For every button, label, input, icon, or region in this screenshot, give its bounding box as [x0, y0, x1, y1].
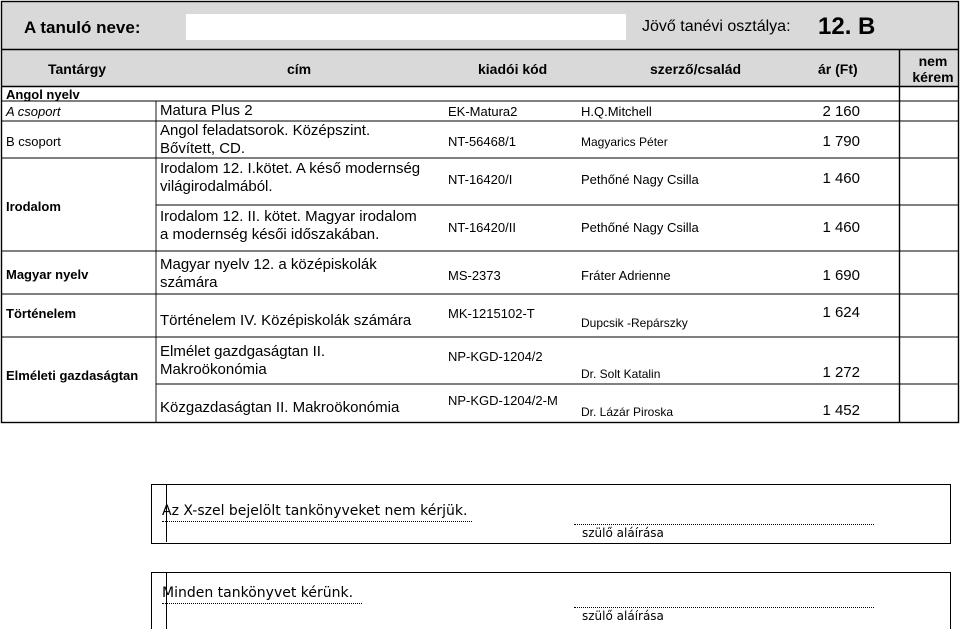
row-magyar-code: MS-2373 [448, 268, 501, 283]
col-subject: Tantárgy [48, 61, 107, 77]
col-price: ár (Ft) [818, 61, 858, 77]
row-gazdasag-book2-title: Közgazdaságtan II. Makroökonómia [160, 399, 400, 416]
row-gazdasag-book1-code: NP-KGD-1204/2 [448, 349, 543, 364]
col-publisher-code: kiadói kód [478, 61, 548, 77]
row-tortenelem-price: 1 624 [822, 304, 860, 321]
signature-line-1 [574, 524, 874, 525]
col-title: cím [287, 61, 312, 77]
row-gazdasag-subject: Elméleti gazdaságtan [6, 368, 139, 383]
row-a-csoport-author: H.Q.Mitchell [581, 104, 652, 119]
signature-label-1: szülő aláírása [582, 526, 664, 540]
row-a-csoport-subject: A csoport [6, 104, 61, 119]
row-irodalom-subject: Irodalom [6, 199, 61, 214]
row-gazdasag-book2-code: NP-KGD-1204/2-M [448, 393, 558, 408]
row-gazdasag-book1-author: Dr. Solt Katalin [581, 367, 661, 381]
row-b-csoport-code: NT-56468/1 [448, 134, 516, 149]
row-irodalom-book2-code: NT-16420/II [448, 220, 516, 235]
col-not-requested-1: nem [918, 53, 948, 69]
row-gazdasag-book1-title-1: Elmélet gazdgaságtan II. [160, 343, 326, 360]
row-magyar-subject: Magyar nyelv [6, 267, 89, 282]
note-x-marked-text: Az X-szel bejelölt tankönyveket nem kérjük. [162, 503, 468, 519]
row-b-csoport-subject: B csoport [6, 134, 61, 149]
row-irodalom-book1-code: NT-16420/I [448, 172, 513, 187]
row-b-csoport-price: 1 790 [822, 133, 860, 150]
student-name-label: A tanuló neve: [24, 18, 141, 37]
note-x-marked-underline [162, 521, 472, 522]
signature-field-1[interactable] [574, 504, 874, 522]
note-all-books-underline [162, 603, 362, 604]
section-angol-nyelv: Angol nyelv [6, 87, 80, 102]
col-author: szerző/család [650, 61, 742, 77]
row-irodalom-book1-title-1: Irodalom 12. I.kötet. A késő modernség [160, 160, 421, 177]
row-a-csoport-price: 2 160 [822, 103, 860, 120]
row-gazdasag-book2-author: Dr. Lázár Piroska [581, 405, 674, 419]
row-a-csoport-title: Matura Plus 2 [160, 102, 253, 119]
row-magyar-title-2: számára [160, 274, 218, 291]
row-b-csoport-title-2: Bővített, CD. [160, 140, 246, 157]
row-irodalom-book1-title-2: világirodalmából. [160, 178, 273, 195]
row-tortenelem-code: MK-1215102-T [448, 306, 535, 321]
row-magyar-price: 1 690 [822, 267, 860, 284]
signature-label-2: szülő aláírása [582, 609, 664, 623]
row-irodalom-book2-author: Pethőné Nagy Csilla [581, 220, 699, 235]
row-tortenelem-title: Történelem IV. Középiskolák számára [160, 312, 412, 329]
row-irodalom-book1-price: 1 460 [822, 170, 860, 187]
next-class-value: 12. B [818, 13, 876, 40]
row-tortenelem-author: Dupcsik -Repárszky [581, 316, 688, 330]
row-irodalom-book2-title-1: Irodalom 12. II. kötet. Magyar irodalom [160, 208, 417, 225]
row-gazdasag-book1-price: 1 272 [822, 364, 860, 381]
note-all-books-text: Minden tankönyvet kérünk. [162, 585, 354, 601]
note-box-all-books-check[interactable] [152, 573, 167, 629]
signature-line-2 [574, 607, 874, 608]
row-magyar-author: Fráter Adrienne [581, 268, 671, 283]
row-tortenelem-subject: Történelem [6, 306, 77, 321]
row-irodalom-book2-price: 1 460 [822, 219, 860, 236]
row-gazdasag-book2-price: 1 452 [822, 402, 860, 419]
col-not-requested-2: kérem [912, 69, 954, 85]
row-b-csoport-title-1: Angol feladatsorok. Középszint. [160, 122, 371, 139]
row-irodalom-book2-title-2: a modernség késői időszakában. [160, 226, 380, 243]
row-magyar-title-1: Magyar nyelv 12. a középiskolák [160, 256, 377, 273]
row-a-csoport-code: EK-Matura2 [448, 104, 518, 119]
next-class-label: Jövő tanévi osztálya: [642, 18, 791, 35]
signature-field-2[interactable] [574, 588, 874, 606]
row-gazdasag-book1-title-2: Makroökonómia [160, 361, 267, 378]
row-b-csoport-author: Magyarics Péter [581, 135, 668, 149]
row-irodalom-book1-author: Pethőné Nagy Csilla [581, 172, 699, 187]
